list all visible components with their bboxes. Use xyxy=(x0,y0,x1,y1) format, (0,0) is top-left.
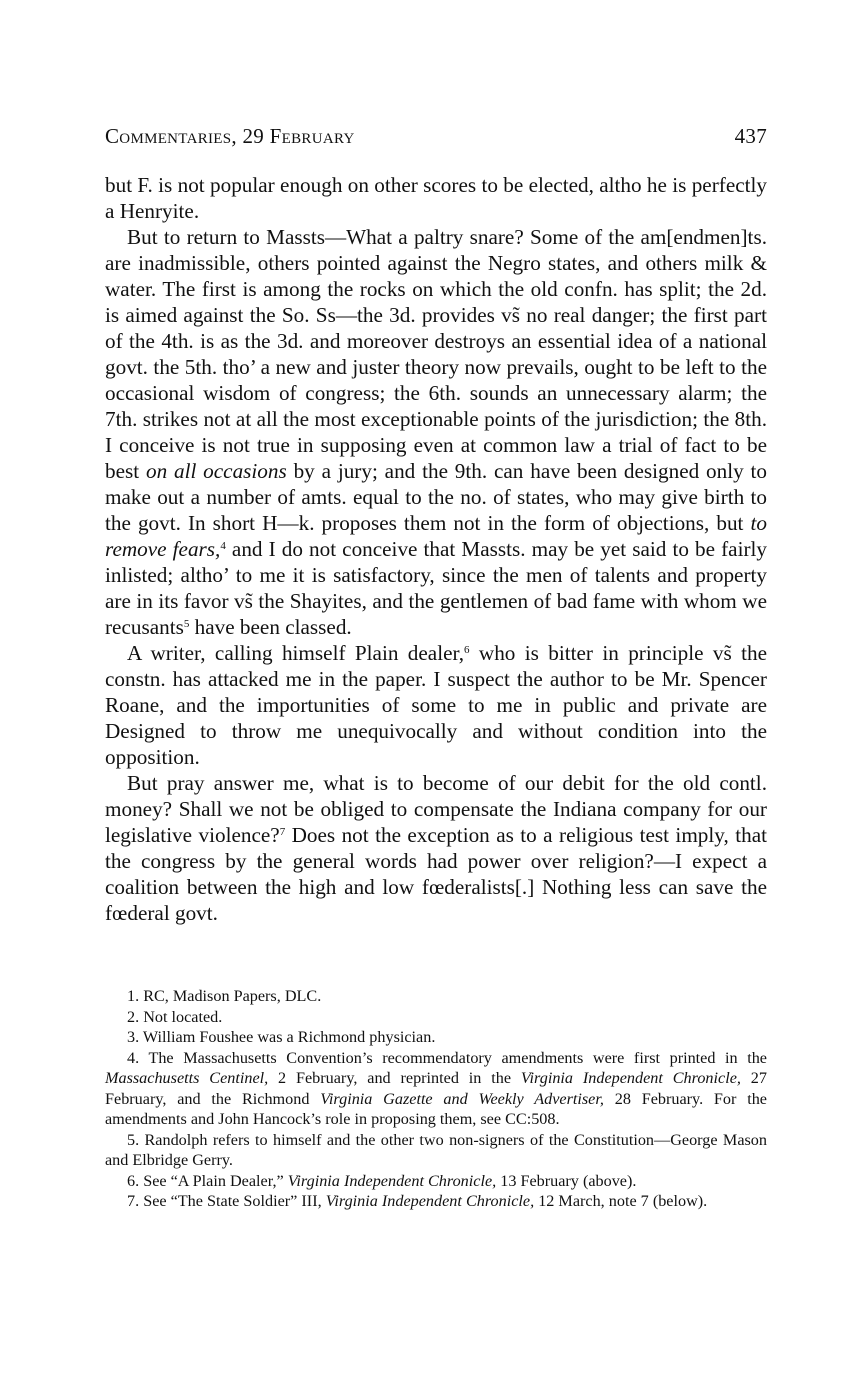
paragraph-3-text-b: who is bitter in principle vs̃ the constn. has attacked me in the paper. I suspect the author to be Mr. Spencer Roane, and the importunities of some to me in public and private are Designed to throw me unequivocally and without condition into the opposition. xyxy=(105,641,767,769)
footnote-4-text-d: 28 February. For the amendments and John Hancock’s role in proposing them, see CC:508. xyxy=(105,1089,767,1128)
running-head-title: Commentaries, 29 February xyxy=(105,124,355,148)
footnote-ref-6: 6 xyxy=(464,644,470,656)
paragraph-4-text-a: But pray answer me, what is to become of our debit for the old contl. money? Shall we not be obliged to compensate the Indiana company for our legislative violence? xyxy=(105,771,767,847)
paragraph-2-text-c: and I do not conceive that Massts. may be yet said to be fairly inlisted; altho’ to me it is satisfactory, since the men of talents and property are in its favor vs̃ the Shayites, and the gentlemen of bad fame with whom we recusants xyxy=(105,537,767,639)
footnote-6-text-a: 6. See “A Plain Dealer,” xyxy=(127,1171,288,1190)
paragraph-2-text-a: But to return to Massts—What a paltry snare? Some of the am[endmen]ts. are inadmissible, others pointed against the Negro states, and others milk & water. The first is among the rocks on which the old confn. has split; the 2d. is aimed against the So. Ss—the 3d. provides vs̃ no real danger; the first part of the 4th. is as the 3d. and moreover destroys an essential idea of a national govt. the 5th. tho’ a new and juster theory now prevails, ought to be left to the occasional wisdom of congress; the 6th. sounds an unnecessary alarm; the 7th. strikes not at all the most exceptionable points of the jurisdiction; the 8th. I conceive is not true in supposing even at common law a trial of fact to be best xyxy=(105,225,767,483)
footnotes xyxy=(105,986,767,1212)
letter-body xyxy=(105,172,767,926)
footnote-3: 3. William Foushee was a Richmond physician. xyxy=(127,1028,436,1046)
paragraph-4-text-b: Does not the exception as to a religious test imply, that the congress by the general words had power over religion?—I expect a coalition between the high and low fœderalists[.] Nothing less can save the fœderal govt. xyxy=(105,823,767,925)
footnote-ref-5: 5 xyxy=(183,618,190,630)
paragraph-1: but F. is not popular enough on other scores to be elected, altho he is perfectly a Henryite. xyxy=(105,173,767,223)
footnote-6-text-b: 13 February (above). xyxy=(496,1171,637,1190)
footnote-6-italic: Virginia Independent Chronicle, xyxy=(287,1171,497,1190)
paragraph-2 xyxy=(105,224,767,640)
footnote-4-italic-a: Massachusetts Centinel, xyxy=(105,1069,269,1087)
paragraph-2-italic-a: on all occasions xyxy=(145,459,287,483)
paragraph-2-text-b: by a jury; and the 9th. can have been designed only to make out a number of amts. equal to the no. of states, who may give birth to the govt. In short H—k. proposes them not in the form of objections, but xyxy=(105,459,767,535)
paragraph-2-italic-b: to remove fears, xyxy=(105,511,767,561)
footnote-1: 1. RC, Madison Papers, DLC. xyxy=(127,987,322,1005)
footnote-ref-7: 7 xyxy=(279,826,286,838)
footnote-4-italic-b: Virginia Independent Chronicle, xyxy=(520,1069,741,1087)
footnote-4-italic-c: Virginia Gazette and Weekly Advertiser, xyxy=(320,1089,604,1108)
footnote-7-text-a: 7. See “The State Soldier” III, xyxy=(127,1192,326,1210)
footnote-5: 5. Randolph refers to himself and the other two non-signers of the Constitution—George Mason and Elbridge Gerry. xyxy=(105,1130,767,1169)
paragraph-3 xyxy=(105,640,767,770)
footnote-2: 2. Not located. xyxy=(127,1007,223,1026)
paragraph-4 xyxy=(105,770,767,926)
running-head xyxy=(105,124,767,149)
footnote-7 xyxy=(105,1191,767,1212)
page-number: 437 xyxy=(734,124,767,148)
footnote-ref-4: 4 xyxy=(220,540,226,552)
footnote-4-text-a: 4. The Massachusetts Convention’s recommendatory amendments were first printed in the xyxy=(127,1048,767,1067)
paragraph-3-text-a: A writer, calling himself Plain dealer, xyxy=(127,641,465,665)
footnote-4-text-b: 2 February, and reprinted in the xyxy=(268,1069,521,1087)
footnote-4-text-c: 27 February, and the Richmond xyxy=(105,1069,767,1108)
footnote-4 xyxy=(105,1048,767,1130)
footnote-6 xyxy=(105,1171,767,1192)
footnote-7-text-b: 12 March, note 7 (below). xyxy=(534,1192,708,1210)
paragraph-2-text-d: have been classed. xyxy=(189,615,352,639)
footnote-7-italic: Virginia Independent Chronicle, xyxy=(325,1192,535,1210)
